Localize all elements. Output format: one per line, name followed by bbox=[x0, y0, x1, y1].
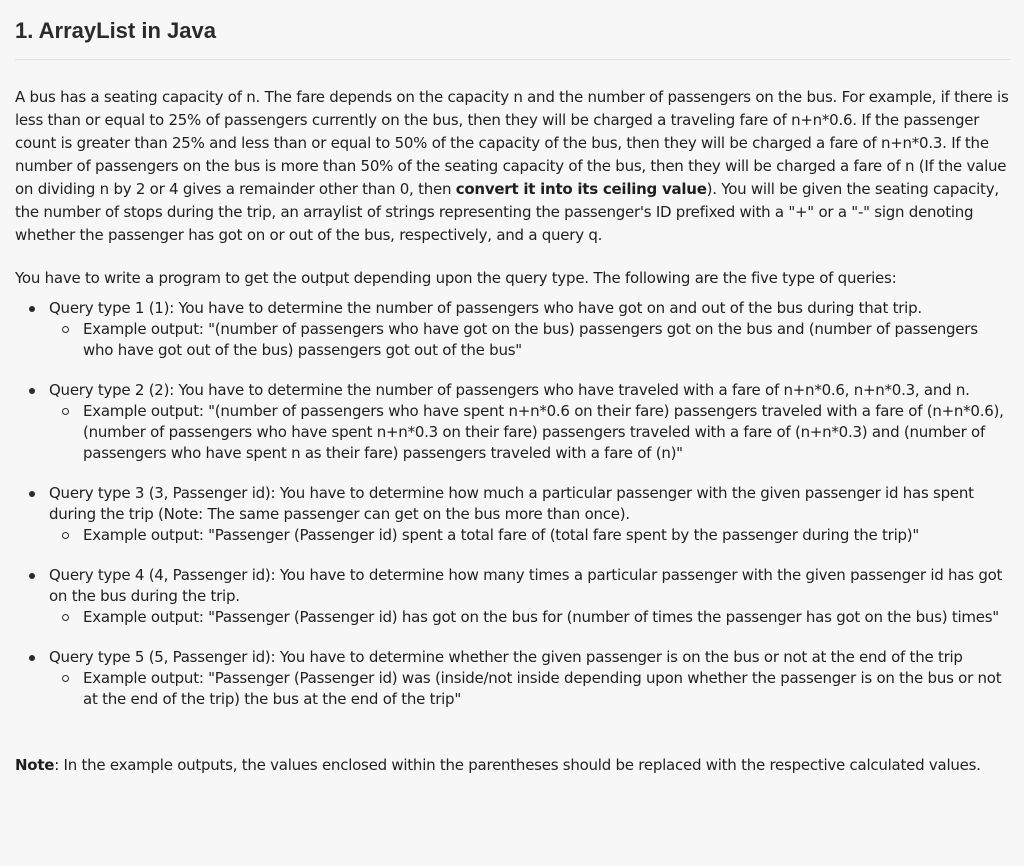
bullet-circle-icon bbox=[62, 326, 69, 333]
query-item-2 bbox=[15, 380, 1010, 464]
query-description: Query type 5 (5, Passenger id): You have to determine whether the given passenger is on the bus or not at the end of the trip bbox=[49, 648, 963, 666]
bullet-dot-icon bbox=[29, 655, 35, 661]
query-example bbox=[49, 525, 1010, 546]
bullet-dot-icon bbox=[29, 306, 35, 312]
page-title: 1. ArrayList in Java bbox=[15, 18, 216, 43]
query-example bbox=[49, 401, 1010, 464]
query-example-text: Example output: "(number of passengers who have spent n+n*0.6 on their fare) passengers traveled with a fare of (n+n*0.6), (number of passengers who have spent n+n*0.3 on their fare) passengers traveled with a fare of (n+n*0.3) and (number of passengers who have spent n as their fare) passengers traveled with a fare of (n)" bbox=[83, 402, 1004, 462]
intro-paragraph bbox=[15, 86, 1010, 247]
note-text: : In the example outputs, the values enclosed within the parentheses should be replaced with the respective calculated values. bbox=[54, 756, 981, 774]
query-description: Query type 3 (3, Passenger id): You have to determine how much a particular passenger with the given passenger id has spent during the trip (Note: The same passenger can get on the bus more than once). bbox=[49, 484, 974, 523]
query-example-text: Example output: "Passenger (Passenger id) was (inside/not inside depending upon whether the passenger is on the bus or not at the end of the trip) the bus at the end of the trip" bbox=[83, 669, 1002, 708]
query-example bbox=[49, 668, 1010, 710]
bullet-dot-icon bbox=[29, 573, 35, 579]
query-item-5 bbox=[15, 647, 1010, 710]
bullet-dot-icon bbox=[29, 491, 35, 497]
query-example bbox=[49, 319, 1010, 361]
query-example-text: Example output: "(number of passengers who have got on the bus) passengers got on the bus and (number of passengers who have got out of the bus) passengers got out of the bus" bbox=[83, 320, 978, 359]
query-list bbox=[15, 298, 1010, 710]
query-description: Query type 1 (1): You have to determine the number of passengers who have got on and out of the bus during that trip. bbox=[49, 299, 922, 317]
query-item-4 bbox=[15, 565, 1010, 628]
lead-paragraph: You have to write a program to get the output depending upon the query type. The following are the five type of queries: bbox=[15, 269, 897, 287]
title-divider bbox=[15, 59, 1010, 60]
query-example-text: Example output: "Passenger (Passenger id) spent a total fare of (total fare spent by the passenger during the trip)" bbox=[83, 526, 920, 544]
bullet-dot-icon bbox=[29, 388, 35, 394]
query-example-text: Example output: "Passenger (Passenger id) has got on the bus for (number of times the passenger has got on the bus) times" bbox=[83, 608, 999, 626]
query-example bbox=[49, 607, 1010, 628]
bullet-circle-icon bbox=[62, 532, 69, 539]
bullet-circle-icon bbox=[62, 408, 69, 415]
note-label: Note bbox=[15, 756, 55, 774]
query-description: Query type 2 (2): You have to determine the number of passengers who have traveled with a fare of n+n*0.6, n+n*0.3, and n. bbox=[49, 381, 970, 399]
query-description: Query type 4 (4, Passenger id): You have to determine how many times a particular passenger with the given passenger id has got on the bus during the trip. bbox=[49, 566, 1003, 605]
intro-bold-text: convert it into its ceiling value bbox=[455, 180, 707, 198]
query-item-3 bbox=[15, 483, 1010, 546]
bullet-circle-icon bbox=[62, 675, 69, 682]
note-paragraph bbox=[15, 754, 1010, 777]
query-item-1 bbox=[15, 298, 1010, 361]
intro-text-1: A bus has a seating capacity of n. The fare depends on the capacity n and the number of passengers on the bus. For example, if there is less than or equal to 25% of passengers currently on the bus, then they will be charged a traveling fare of n+n*0.6. If the passenger count is greater than 25% and less than or equal to 50% of the capacity of the bus, then they will be charged a fare of n+n*0.3. If the number of passengers on the bus is more than 50% of the seating capacity of the bus, then they will be charged a fare of n (If the value on dividing n by 2 or 4 gives a remainder other than 0, then bbox=[15, 88, 1009, 198]
intro-text-2: ). You will be given the seating capacity, the number of stops during the trip, an arraylist of strings representing the passenger's ID prefixed with a "+" or a "-" sign denoting whether the passenger has got on or out of the bus, respectively, and a query q. bbox=[15, 180, 999, 244]
bullet-circle-icon bbox=[62, 614, 69, 621]
